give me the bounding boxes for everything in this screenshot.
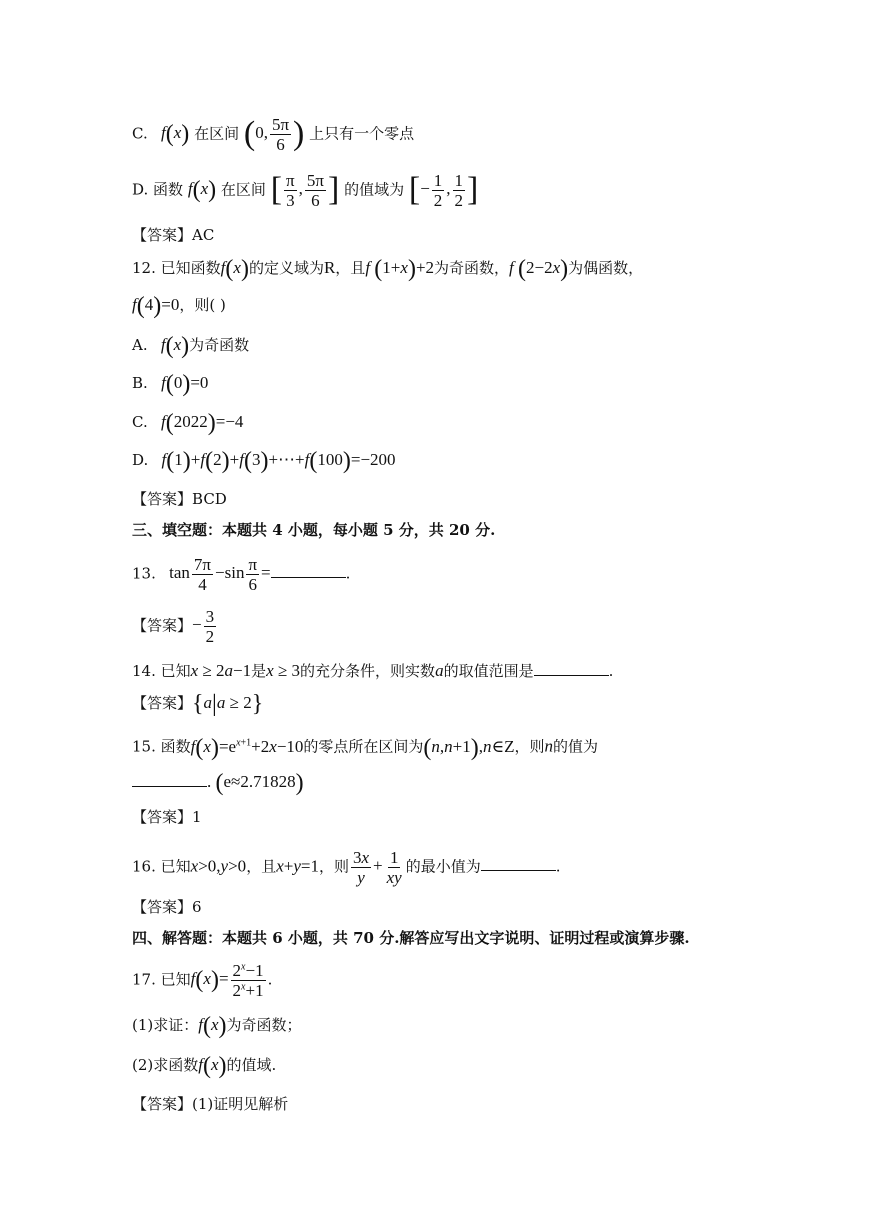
- option-d-q11: D. 函数 f(x) 在区间 [ $\frac{\pi}{3}$ , $\frac{5\pi}{6}$ ] 的值域为 [− $\frac{1}{2}$ , $\frac{1}{2}$ ]: [132, 171, 479, 210]
- section-4-title: 四、解答题：本题共 6 小题，共 70 分.解答应写出文字说明、证明过程或演算步骤.: [132, 929, 690, 947]
- question-16: 16. 已知x>0,y>0，且x+y=1，则 $\frac{3x}{y}$ + $\frac{1}{xy}$ 的最小值为 .: [132, 848, 561, 887]
- answer-q15: 【答案】1: [132, 808, 202, 826]
- blank-q16: [481, 856, 556, 871]
- question-17-part2: (2)求函数f(x)的值域.: [132, 1053, 277, 1080]
- option-d-q12: D. f(1)+f(2)+f(3)+⋯+f(100)=−200: [132, 448, 396, 475]
- blank-q15: [132, 772, 207, 787]
- question-13: 13. tan $\frac{7\pi}{4}$ −sin $\frac{\pi}{6}$ = .: [132, 555, 351, 594]
- question-15: 15. 函数$f(x)=e^{x+1}+2x-10$的零点所在区间为(n,n+1),n∈Z，则n的值为: [132, 734, 599, 761]
- answer-q14: 【答案】{a|a ≥ 2}: [132, 691, 264, 718]
- answer-q12: 【答案】BCD: [132, 490, 227, 508]
- answer-q17: 【答案】(1)证明见解析: [132, 1095, 289, 1113]
- question-12-cont: f(4)=0，则( ): [132, 293, 226, 320]
- blank-q13: [271, 563, 346, 578]
- question-17: 17. 已知f(x)= $\frac{2^x-1}{2^x+1}$ .: [132, 961, 273, 1000]
- option-c-q11: C. f(x) 在区间 (0, $\frac{5\pi}{6}$ ) 上只有一个零点: [132, 115, 415, 154]
- answer-q16: 【答案】6: [132, 898, 202, 916]
- blank-q14: [534, 661, 609, 676]
- question-15-cont: . (e≈2.71828): [132, 771, 304, 794]
- answer-q13: 【答案】− $\frac{3}{2}$: [132, 607, 215, 646]
- option-c-q12: C. f(2022)=−4: [132, 410, 244, 437]
- question-14: 14. 已知x ≥ 2a−1是x ≥ 3的充分条件，则实数a的取值范围是 .: [132, 661, 614, 680]
- option-a-q12: A. f(x)为奇函数: [132, 333, 250, 360]
- question-17-part1: (1)求证：f(x)为奇函数；: [132, 1013, 302, 1040]
- question-12: 12. 已知函数f(x)的定义域为R，且f (1+x)+2为奇函数，f (2−2x)为偶函数，: [132, 256, 644, 283]
- answer-q11: 【答案】AC: [132, 226, 215, 244]
- option-b-q12: B. f(0)=0: [132, 371, 209, 398]
- section-3-title: 三、填空题：本题共 4 小题，每小题 5 分，共 20 分.: [132, 521, 496, 539]
